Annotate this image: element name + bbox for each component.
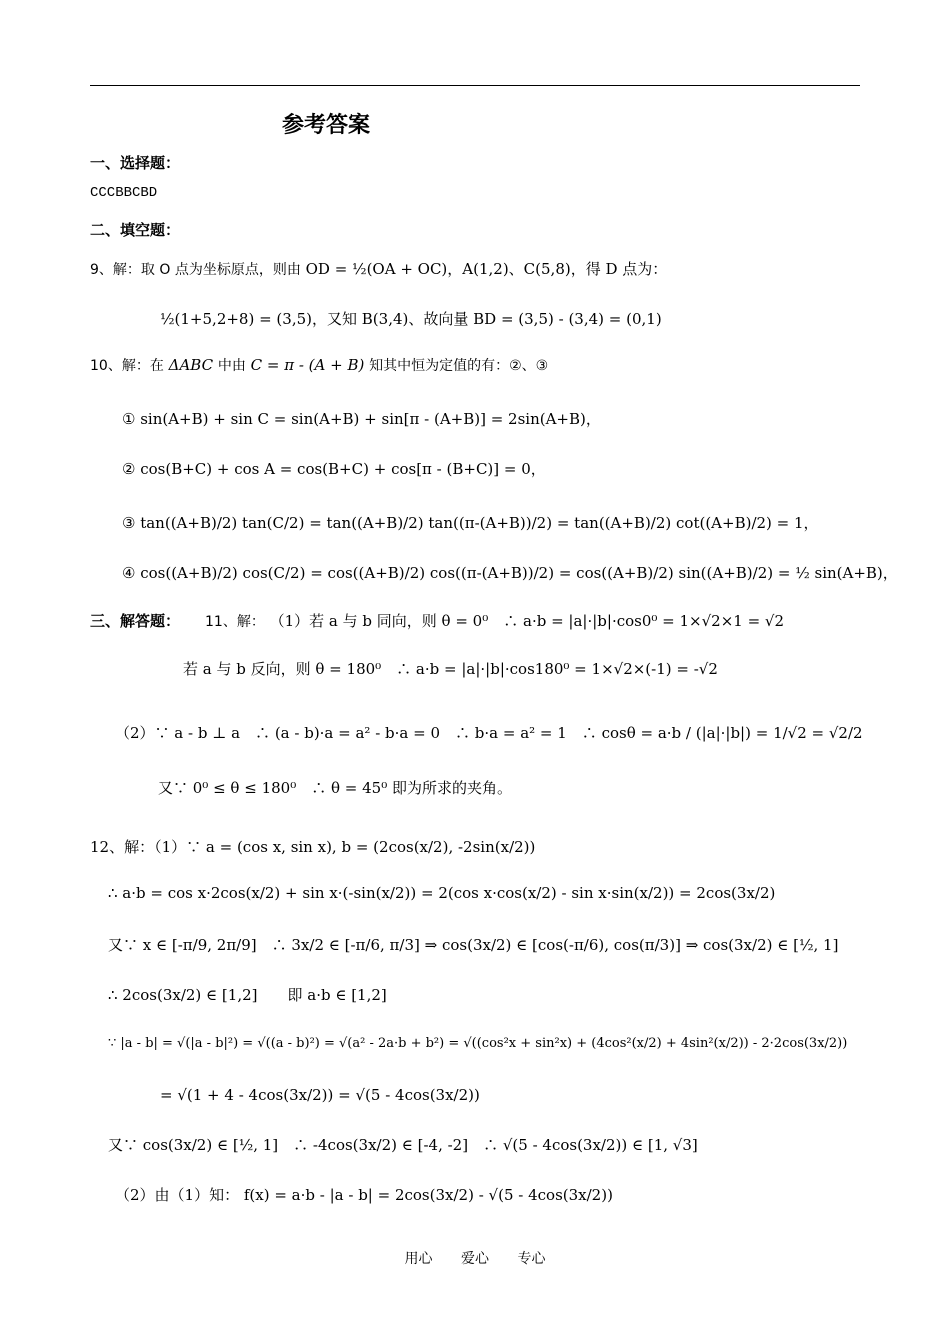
q12-line-2: ∴ a·b = cos x·2cos(x/2) + sin x·(-sin(x/2)) = 2(cos x·cos(x/2) - sin x·sin(x/2)) = 2cos(3x/2) — [108, 884, 776, 902]
footer-item: 用心 — [404, 1251, 433, 1267]
section-solve-heading: 三、解答题： — [90, 612, 181, 630]
q12-line-5: ∵ |a - b| = √(|a - b|²) = √((a - b)²) = √(a² - 2a·b + b²) = √((cos²x + sin²x) + (4cos²(x/2) + 4sin²(x/2)) - 2·2cos(3x/2)) — [108, 1036, 848, 1051]
q12-line-3: 又∵ x ∈ [-π/9, 2π/9] ∴ 3x/2 ∈ [-π/6, π/3] ⇒ cos(3x/2) ∈ [cos(-π/6), cos(π/3)] ⇒ cos(3x/2) ∈ [½, 1] — [108, 936, 839, 954]
q11-line-3: （2）∵ a - b ⊥ a ∴ (a - b)·a = a² - b·a = 0 ∴ b·a = a² = 1 ∴ cosθ = a·b / (|a|·|b|) = 1/√2 = √2/2 — [115, 724, 863, 742]
footer-item: 专心 — [517, 1251, 546, 1267]
header-rule — [90, 85, 860, 86]
choice-answers: CCCBBCBD — [90, 185, 158, 201]
q10-line-intro: 10、解：在 ΔABC 中由 C = π - (A + B) 知其中恒为定值的有：②、③ — [90, 356, 549, 374]
page-footer — [0, 1248, 950, 1268]
section-fill-heading: 二、填空题： — [90, 221, 181, 239]
q12-line-1: 12、解：（1）∵ a = (cos x, sin x), b = (2cos(x/2), -2sin(x/2)) — [90, 838, 536, 856]
section-choice-heading: 一、选择题： — [90, 154, 181, 172]
q12-line-7: 又∵ cos(3x/2) ∈ [½, 1] ∴ -4cos(3x/2) ∈ [-4, -2] ∴ √(5 - 4cos(3x/2)) ∈ [1, √3] — [108, 1136, 698, 1154]
q12-line-8: （2）由（1）知： f(x) = a·b - |a - b| = 2cos(3x/2) - √(5 - 4cos(3x/2)) — [115, 1186, 613, 1204]
footer-item: 爱心 — [461, 1251, 489, 1267]
q10-item-2: ② cos(B+C) + cos A = cos(B+C) + cos[π - (B+C)] = 0， — [122, 460, 546, 478]
q10-item-3: ③ tan((A+B)/2) tan(C/2) = tan((A+B)/2) tan((π-(A+B))/2) = tan((A+B)/2) cot((A+B)/2) = 1， — [122, 514, 819, 532]
q10-item-4: ④ cos((A+B)/2) cos(C/2) = cos((A+B)/2) cos((π-(A+B))/2) = cos((A+B)/2) sin((A+B)/2) = ½ sin(A+B)， — [122, 564, 898, 582]
q9-line-1: 9、解：取 O 点为坐标原点，则由 OD = ½(OA + OC)，A(1,2)、C(5,8)，得 D 点为： — [90, 260, 668, 278]
q11-line-2: 若 a 与 b 反向，则 θ = 180⁰ ∴ a·b = |a|·|b|·cos180⁰ = 1×√2×(-1) = -√2 — [183, 660, 718, 678]
page-title: 参考答案 — [282, 113, 371, 138]
q12-line-6: = √(1 + 4 - 4cos(3x/2)) = √(5 - 4cos(3x/2)) — [160, 1086, 480, 1104]
q9-line-2: ½(1+5,2+8) = (3,5)，又知 B(3,4)、故向量 BD = (3,5) - (3,4) = (0,1) — [160, 310, 662, 328]
q10-item-1: ① sin(A+B) + sin C = sin(A+B) + sin[π - (A+B)] = 2sin(A+B)， — [122, 410, 601, 428]
q11-line-1: 11、解： （1）若 a 与 b 同向，则 θ = 0⁰ ∴ a·b = |a|·|b|·cos0⁰ = 1×√2×1 = √2 — [205, 612, 785, 630]
q12-line-4: ∴ 2cos(3x/2) ∈ [1,2] 即 a·b ∈ [1,2] — [108, 986, 387, 1004]
q11-line-4: 又∵ 0⁰ ≤ θ ≤ 180⁰ ∴ θ = 45⁰ 即为所求的夹角。 — [158, 779, 512, 797]
